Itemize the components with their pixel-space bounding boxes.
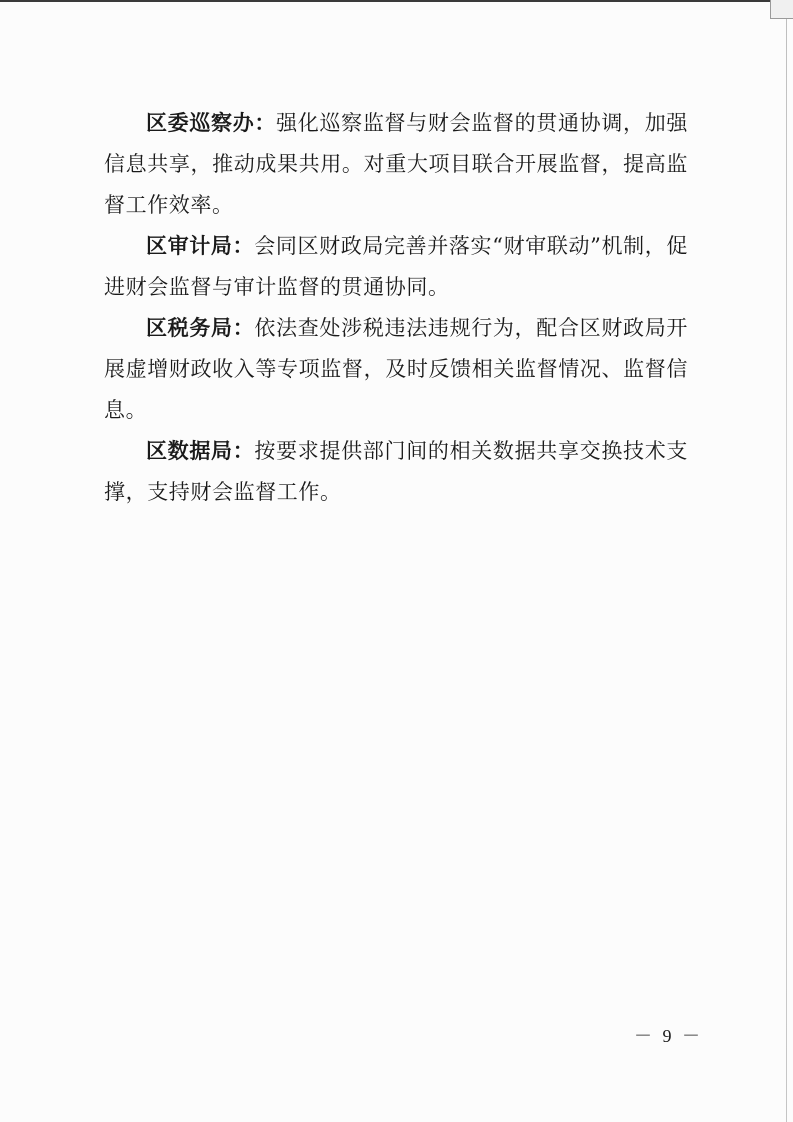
paragraph-lead: 区税务局： [146,316,255,340]
paragraph-text: 按要求提供部门间的相关数据共享交换技术支撑，支持财会监督工作。 [104,439,689,504]
page-number: － 9 － [634,1026,703,1046]
paragraph-lead: 区委巡察办： [146,111,277,135]
paragraph-text: 强化巡察监督与财会监督的贯通协调，加强信息共享，推动成果共用。对重大项目联合开展监督，提高监督工作效率。 [104,111,688,217]
paragraph-audit-bureau [104,226,688,308]
scan-top-edge [0,0,793,2]
paragraph-data-bureau [104,431,688,513]
paragraph-inspection-office [104,103,688,226]
paragraph-text: 依法查处涉税违法违规行为，配合区财政局开展虚增财政收入等专项监督，及时反馈相关监督情况、监督信息。 [104,316,689,422]
scan-right-edge [786,0,787,1122]
paragraph-lead: 区审计局： [146,234,255,258]
paragraph-text: 会同区财政局完善并落实“财审联动”机制，促进财会监督与审计监督的贯通协同。 [104,234,688,299]
paragraph-tax-bureau [104,308,688,431]
scan-corner-mark [770,0,793,19]
paragraph-lead: 区数据局： [146,439,255,463]
document-body [104,103,688,513]
